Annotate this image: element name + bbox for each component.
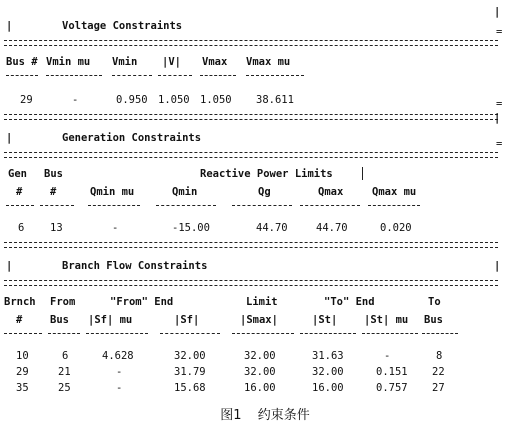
- cell-to: 22: [432, 366, 445, 378]
- section-title-voltage: Voltage Constraints: [62, 20, 183, 32]
- column-underline: [422, 333, 458, 334]
- cell-vmin-mu: -: [72, 94, 79, 106]
- header-smax: |Smax|: [240, 314, 278, 326]
- cell-smax: 32.00: [244, 350, 276, 362]
- section-rule: [4, 152, 498, 158]
- header-from-bus: Bus: [50, 314, 69, 326]
- equals-mark: =: [496, 26, 503, 38]
- cell-qmin: -15.00: [172, 222, 210, 234]
- column-underline: [86, 333, 148, 334]
- border-bar: |: [6, 132, 13, 144]
- header-st: |St|: [312, 314, 338, 326]
- column-underline: [6, 75, 38, 76]
- cell-gen: 6: [18, 222, 25, 234]
- header-qmin-mu: Qmin mu: [90, 186, 135, 198]
- header-vmax: Vmax: [202, 56, 228, 68]
- section-title-generation: Generation Constraints: [62, 132, 202, 144]
- cell-v: 1.050: [158, 94, 190, 106]
- cell-sf: 15.68: [174, 382, 206, 394]
- cell-smax: 16.00: [244, 382, 276, 394]
- border-bar: |: [6, 20, 13, 32]
- column-underline: [156, 205, 216, 206]
- cell-st-mu: -: [384, 350, 391, 362]
- column-underline: [40, 205, 74, 206]
- cell-from: 25: [58, 382, 71, 394]
- figure-title: 约束条件: [257, 408, 310, 423]
- cell-st: 16.00: [312, 382, 344, 394]
- cell-sf-mu: 4.628: [102, 350, 134, 362]
- column-underline: [300, 333, 356, 334]
- header-brnch-num: #: [16, 314, 23, 326]
- cell-sf-mu: -: [116, 366, 123, 378]
- header-from-end: "From" End: [110, 296, 174, 308]
- column-underline: [246, 75, 304, 76]
- cell-from: 6: [62, 350, 69, 362]
- header-st-mu: |St| mu: [364, 314, 409, 326]
- cell-qmax: 44.70: [316, 222, 348, 234]
- column-underline: [368, 205, 420, 206]
- header-from: From: [50, 296, 76, 308]
- column-underline: [232, 333, 294, 334]
- border-bar: |: [6, 260, 13, 272]
- cell-vmin: 0.950: [116, 94, 148, 106]
- cell-vmax-mu: 38.611: [256, 94, 294, 106]
- column-underline: [112, 75, 152, 76]
- column-underline: [158, 75, 192, 76]
- cell-bus: 29: [20, 94, 33, 106]
- cell-qg: 44.70: [256, 222, 288, 234]
- header-bus-num: #: [50, 186, 57, 198]
- cell-brnch: 10: [16, 350, 29, 362]
- cell-st: 32.00: [312, 366, 344, 378]
- header-brnch: Brnch: [4, 296, 36, 308]
- cell-st-mu: 0.757: [376, 382, 408, 394]
- cell-smax: 32.00: [244, 366, 276, 378]
- header-vmin: Vmin: [112, 56, 138, 68]
- header-sf: |Sf|: [174, 314, 200, 326]
- column-underline: [6, 205, 34, 206]
- cell-brnch: 35: [16, 382, 29, 394]
- header-gen: Gen: [8, 168, 27, 180]
- column-underline: [46, 75, 102, 76]
- section-title-branch: Branch Flow Constraints: [62, 260, 208, 272]
- section-rule: [4, 242, 498, 248]
- column-underline: [232, 205, 292, 206]
- header-qmin: Qmin: [172, 186, 198, 198]
- cell-to: 8: [436, 350, 443, 362]
- header-qmax: Qmax: [318, 186, 344, 198]
- header-qmax-mu: Qmax mu: [372, 186, 417, 198]
- header-v: |V|: [162, 56, 181, 68]
- column-underline: [200, 75, 236, 76]
- header-gen-num: #: [16, 186, 23, 198]
- cell-sf-mu: -: [116, 382, 123, 394]
- cell-qmax-mu: 0.020: [380, 222, 412, 234]
- cell-sf: 31.79: [174, 366, 206, 378]
- column-underline: [88, 205, 140, 206]
- header-bus-num: Bus #: [6, 56, 38, 68]
- header-to-end: "To" End: [324, 296, 375, 308]
- column-underline: [48, 333, 80, 334]
- cell-sf: 32.00: [174, 350, 206, 362]
- cell-to: 27: [432, 382, 445, 394]
- border-bar: |: [494, 112, 501, 124]
- section-rule: [4, 280, 498, 286]
- cell-st-mu: 0.151: [376, 366, 408, 378]
- header-qg: Qg: [258, 186, 271, 198]
- header-bus: Bus: [44, 168, 63, 180]
- text-cursor: [362, 167, 363, 180]
- cell-from: 21: [58, 366, 71, 378]
- section-rule: [4, 40, 498, 46]
- header-to: To: [428, 296, 441, 308]
- cell-st: 31.63: [312, 350, 344, 362]
- cell-vmax: 1.050: [200, 94, 232, 106]
- header-limit: Limit: [246, 296, 278, 308]
- header-vmin-mu: Vmin mu: [46, 56, 91, 68]
- cell-qmin-mu: -: [112, 222, 119, 234]
- header-sf-mu: |Sf| mu: [88, 314, 133, 326]
- equals-mark: =: [496, 138, 503, 150]
- header-vmax-mu: Vmax mu: [246, 56, 291, 68]
- border-bar: |: [494, 260, 501, 272]
- header-to-bus: Bus: [424, 314, 443, 326]
- header-reactive-power-limits: Reactive Power Limits: [200, 168, 333, 180]
- column-underline: [4, 333, 42, 334]
- border-bar: |: [494, 6, 501, 18]
- column-underline: [300, 205, 360, 206]
- cell-bus: 13: [50, 222, 63, 234]
- section-rule: [4, 114, 498, 120]
- column-underline: [160, 333, 220, 334]
- equals-mark: =: [496, 98, 503, 110]
- cell-brnch: 29: [16, 366, 29, 378]
- column-underline: [362, 333, 418, 334]
- figure-number: 图1: [220, 408, 242, 423]
- figure-caption: [0, 404, 530, 423]
